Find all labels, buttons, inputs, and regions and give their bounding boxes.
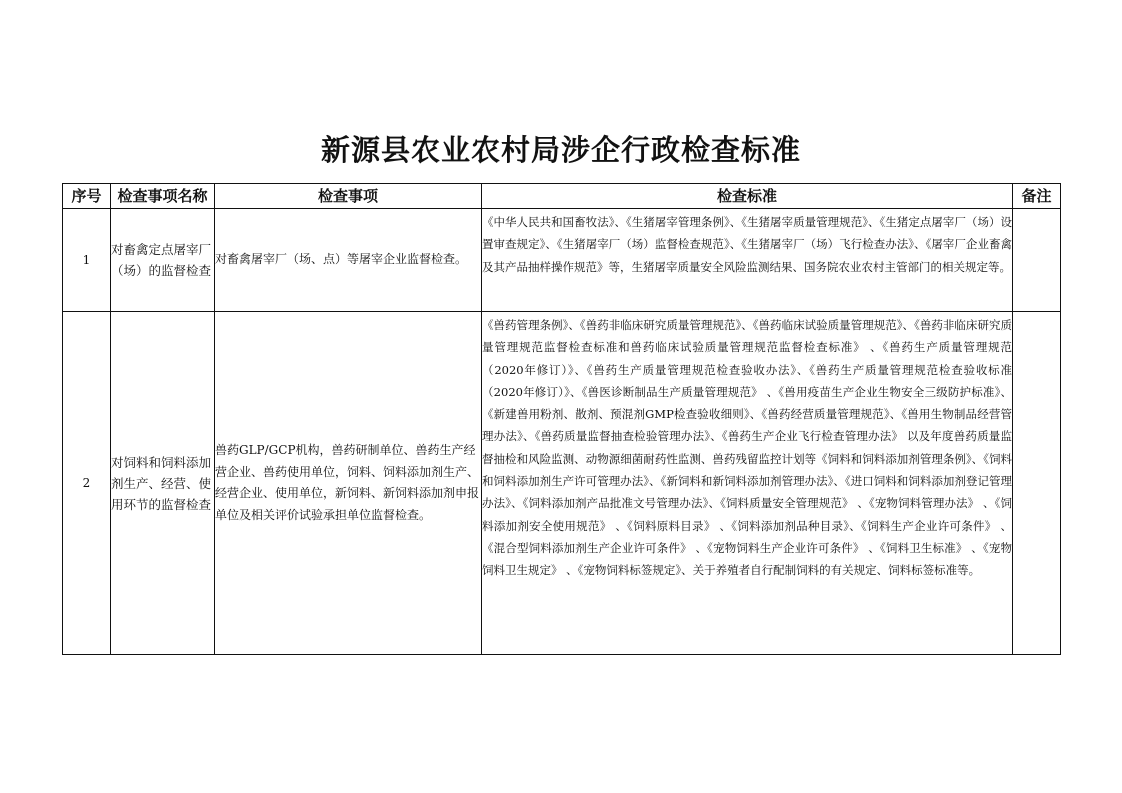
header-seq: 序号 (63, 184, 111, 209)
document-title: 新源县农业农村局涉企行政检查标准 (320, 133, 801, 167)
table-row (63, 209, 1061, 312)
header-remark: 备注 (1013, 184, 1061, 209)
row-remark (1013, 312, 1061, 655)
row-item-name: 对畜禽定点屠宰厂（场）的监督检查 (111, 209, 215, 312)
table-row (63, 312, 1061, 655)
inspection-standards-table (62, 183, 1061, 655)
row-standard: 《兽药管理条例》、《兽药非临床研究质量管理规范》、《兽药临床试验质量管理规范》、《兽药非临床研究质量管理规范监督检查标准和兽药临床试验质量管理规范监督检查标准》 、《兽药生产质量管理规范（2020年修订）》、《兽药生产质量管理规范检查验收办法》、《兽药生产质量管理规范检查验收标准（2020年修订）》、《兽医诊断制品生产质量管理规范》 、《兽用疫苗生产企业生物安全三级防护标准》、《新建兽用粉剂、散剂、预混剂GMP检查验收细则》、《兽药经营质量管理规范》、《兽用生物制品经营管理办法》、《兽药质量监督抽查检验管理办法》、《兽药生产企业飞行检查管理办法》 以及年度兽药质量监督抽检和风险监测、动物源细菌耐药性监测、兽药残留监控计划等《饲料和饲料添加剂管理条例》、《饲料和饲料添加剂生产许可管理办法》、《新饲料和新饲料添加剂管理办法》、《进口饲料和饲料添加剂登记管理办法》、《饲料添加剂产品批准文号管理办法》、《饲料质量安全管理规范》 、《宠物饲料管理办法》 、《饲料添加剂安全使用规范》 、《饲料原料目录》 、《饲料添加剂品种目录》、《饲料生产企业许可条件》 、《混合型饲料添加剂生产企业许可条件》 、《宠物饲料生产企业许可条件》 、《饲料卫生标准》 、《宠物饲料卫生规定》 、《宠物饲料标签规定》、关于养殖者自行配制饲料的有关规定、饲料标签标准等。 (482, 312, 1013, 655)
row-item: 对畜禽屠宰厂（场、点）等屠宰企业监督检查。 (215, 209, 482, 312)
header-standard: 检查标准 (482, 184, 1013, 209)
row-seq: 2 (63, 312, 111, 655)
header-item: 检查事项 (215, 184, 482, 209)
row-item-name: 对饲料和饲料添加剂生产、经营、使用环节的监督检查 (111, 312, 215, 655)
row-seq: 1 (63, 209, 111, 312)
row-standard: 《中华人民共和国畜牧法》、《生猪屠宰管理条例》、《生猪屠宰质量管理规范》、《生猪定点屠宰厂（场）设置审查规定》、《生猪屠宰厂（场）监督检查规范》、《生猪屠宰厂（场）飞行检查办法》、《屠宰厂企业畜禽及其产品抽样操作规范》等，生猪屠宰质量安全风险监测结果、国务院农业农村主管部门的相关规定等。 (482, 209, 1013, 312)
row-remark (1013, 209, 1061, 312)
header-item-name: 检查事项名称 (111, 184, 215, 209)
row-item: 兽药GLP/GCP机构，兽药研制单位、兽药生产经营企业、兽药使用单位，饲料、饲料添加剂生产、经营企业、使用单位，新饲料、新饲料添加剂申报单位及相关评价试验承担单位监督检查。 (215, 312, 482, 655)
table-header-row (63, 184, 1061, 209)
